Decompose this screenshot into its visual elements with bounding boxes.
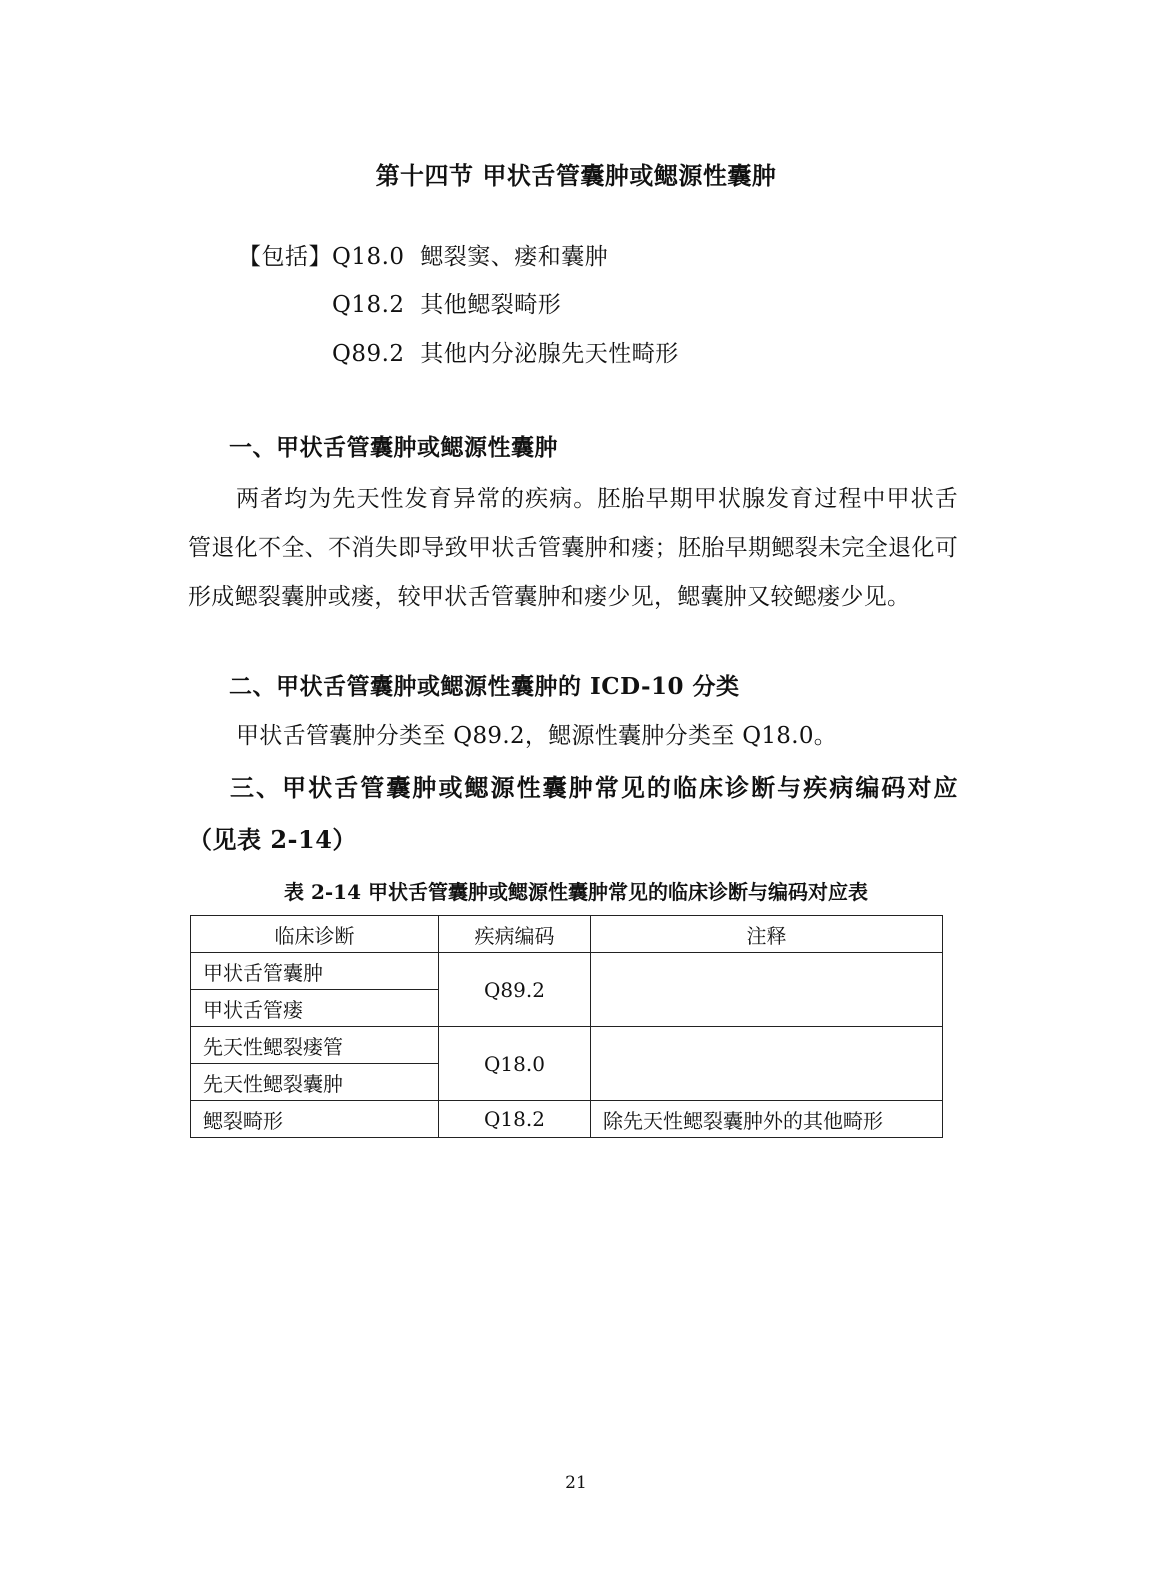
table-row [191,953,943,990]
heading-part2: 二、甲状舌管囊肿或鳃源性囊肿的 ICD-10 分类 [229,673,740,700]
include-code: Q89.2 [332,341,405,367]
header-code: 疾病编码 [439,916,591,953]
include-code: Q18.0 [332,244,405,270]
diagnosis-cell: 甲状舌管瘘 [191,990,439,1027]
include-desc: 其他鳃裂畸形 [420,292,562,318]
paragraph-part1: 两者均为先天性发育异常的疾病。胚胎早期甲状腺发育过程中甲状舌管退化不全、不消失即导致甲状舌管囊肿和瘘；胚胎早期鳃裂未完全退化可形成鳃裂囊肿或瘘，较甲状舌管囊肿和瘘少见，鳃囊肿又较鳃瘘少见。 [188,486,958,610]
include-item [332,238,608,271]
header-note: 注释 [591,916,943,953]
header-diagnosis: 临床诊断 [191,916,439,953]
includes-label: 【包括】 [238,244,332,270]
diagnosis-cell: 先天性鳃裂囊肿 [191,1064,439,1101]
include-desc: 鳃裂窦、瘘和囊肿 [420,244,609,270]
note-cell [591,1027,943,1101]
include-item [332,286,561,319]
code-cell: Q18.0 [439,1027,591,1101]
diagnosis-cell: 先天性鳃裂瘘管 [191,1027,439,1064]
code-cell: Q89.2 [439,953,591,1027]
include-item [332,335,679,368]
table-row [191,1027,943,1064]
code-cell: Q18.2 [439,1101,591,1138]
include-code: Q18.2 [332,292,405,318]
code-table [190,915,943,1138]
diagnosis-cell: 甲状舌管囊肿 [191,953,439,990]
paragraph-part2: 甲状舌管囊肿分类至 Q89.2，鳃源性囊肿分类至 Q18.0。 [236,723,838,749]
page-number: 21 [565,1473,587,1493]
heading-part1: 一、甲状舌管囊肿或鳃源性囊肿 [229,434,558,461]
table-caption: 表 2-14 甲状舌管囊肿或鳃源性囊肿常见的临床诊断与编码对应表 [284,880,868,904]
table-header-row [191,916,943,953]
section-title: 第十四节 甲状舌管囊肿或鳃源性囊肿 [375,161,777,190]
note-cell [591,953,943,1027]
include-desc: 其他内分泌腺先天性畸形 [420,341,679,367]
heading-part3: 三、甲状舌管囊肿或鳃源性囊肿常见的临床诊断与疾病编码对应（见表 2-14） [188,773,958,854]
diagnosis-cell: 鳃裂畸形 [191,1101,439,1138]
table-row [191,1101,943,1138]
note-cell: 除先天性鳃裂囊肿外的其他畸形 [591,1101,943,1138]
